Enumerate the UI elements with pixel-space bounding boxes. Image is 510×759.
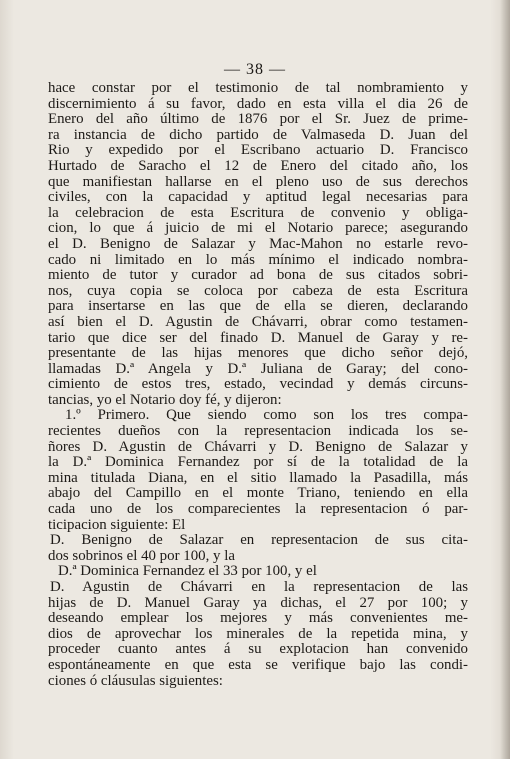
text-line: así bien el D. Agustin de Chávarri, obrar como testamen- bbox=[48, 313, 468, 330]
text-line: D. Benigno de Salazar en representacion de sus cita- bbox=[50, 532, 468, 549]
text-line: ñores D. Agustin de Chávarri y D. Benigno de Salazar y bbox=[48, 438, 468, 455]
text-line: abajo del Campillo en el monte Triano, teniendo en ella bbox=[48, 485, 468, 502]
text-line: cada uno de los comparecientes la representacion ó par- bbox=[48, 501, 468, 518]
text-line: dos sobrinos el 40 por 100, y la bbox=[48, 547, 235, 564]
text-line: dios de aprovechar los minerales de la repetida mina, y bbox=[48, 625, 468, 642]
text-line: discernimiento á su favor, dado en esta villa el dia 26 de bbox=[48, 95, 468, 112]
text-line: el D. Benigno de Salazar y Mac-Mahon no estarle revo- bbox=[48, 235, 468, 252]
text-line: la D.ª Dominica Fernandez por sí de la totalidad de la bbox=[48, 454, 468, 471]
text-line: la celebracion de esta Escritura de convenio y obliga- bbox=[48, 204, 468, 221]
text-line: miento de tutor y curador ad bona de sus citados sobri- bbox=[48, 267, 468, 284]
text-line: espontáneamente en que esta se verifique bajo las condi- bbox=[48, 656, 468, 673]
text-line: presentante de las hijas menores que dicho señor dejó, bbox=[48, 345, 468, 362]
text-line: Rio y expedido por el Escribano actuario D. Francisco bbox=[48, 142, 468, 159]
text-line: 1.º Primero. Que siendo como son los tres compa- bbox=[65, 407, 468, 424]
text-line: tancias, yo el Notario doy fé, y dijeron: bbox=[48, 391, 282, 408]
text-line: cion, lo que á juicio de mi el Notario parece; asegurando bbox=[48, 220, 468, 237]
text-line: hace constar por el testimonio de tal nombramiento y bbox=[48, 80, 468, 96]
page-edge-shadow bbox=[500, 0, 510, 759]
text-line: recientes dueños con la representacion indicada los se- bbox=[48, 423, 468, 440]
text-line: llamadas D.ª Angela y D.ª Juliana de Garay; del cono- bbox=[48, 360, 468, 377]
text-line: Enero del año último de 1876 por el Sr. Juez de prime- bbox=[48, 111, 468, 128]
text-line: proceder cuanto antes á su explotacion han convenido bbox=[48, 641, 468, 658]
text-line: deseando emplear los mejores y más convenientes me- bbox=[48, 610, 468, 627]
text-line: cado ni limitado en lo más mínimo el indicado nombra- bbox=[48, 251, 468, 268]
text-line: D.ª Dominica Fernandez el 33 por 100, y el bbox=[58, 563, 317, 580]
text-line: mina titulada Diana, en el sitio llamado la Pasadilla, más bbox=[48, 469, 468, 486]
text-line: nos, cuya copia se coloca por cabeza de esta Escritura bbox=[48, 282, 468, 299]
text-line: hijas de D. Manuel Garay ya dichas, el 27 por 100; y bbox=[48, 594, 468, 611]
text-line: Hurtado de Saracho el 12 de Enero del citado año, los bbox=[48, 157, 468, 174]
text-line: cimiento de estos tres, estado, vecindad y demás circuns- bbox=[48, 376, 468, 393]
text-line: ciones ó cláusulas siguientes: bbox=[48, 672, 223, 689]
text-line: que manifiestan hallarse en el pleno uso de sus derechos bbox=[48, 173, 468, 190]
text-line: civiles, con la capacidad y aptitud legal necesarias para bbox=[48, 189, 468, 206]
text-line: D. Agustin de Chávarri en la representacion de las bbox=[50, 579, 468, 595]
page-number: — 38 — bbox=[224, 61, 286, 78]
text-line: ticipacion siguiente: El bbox=[48, 516, 186, 533]
body-text bbox=[48, 81, 468, 689]
text-line: para insertarse en las que de ella se dieren, declarando bbox=[48, 298, 468, 315]
text-line: tario que dice ser del finado D. Manuel de Garay y re- bbox=[48, 329, 468, 346]
text-line: ra instancia de dicho partido de Valmaseda D. Juan del bbox=[48, 126, 468, 143]
